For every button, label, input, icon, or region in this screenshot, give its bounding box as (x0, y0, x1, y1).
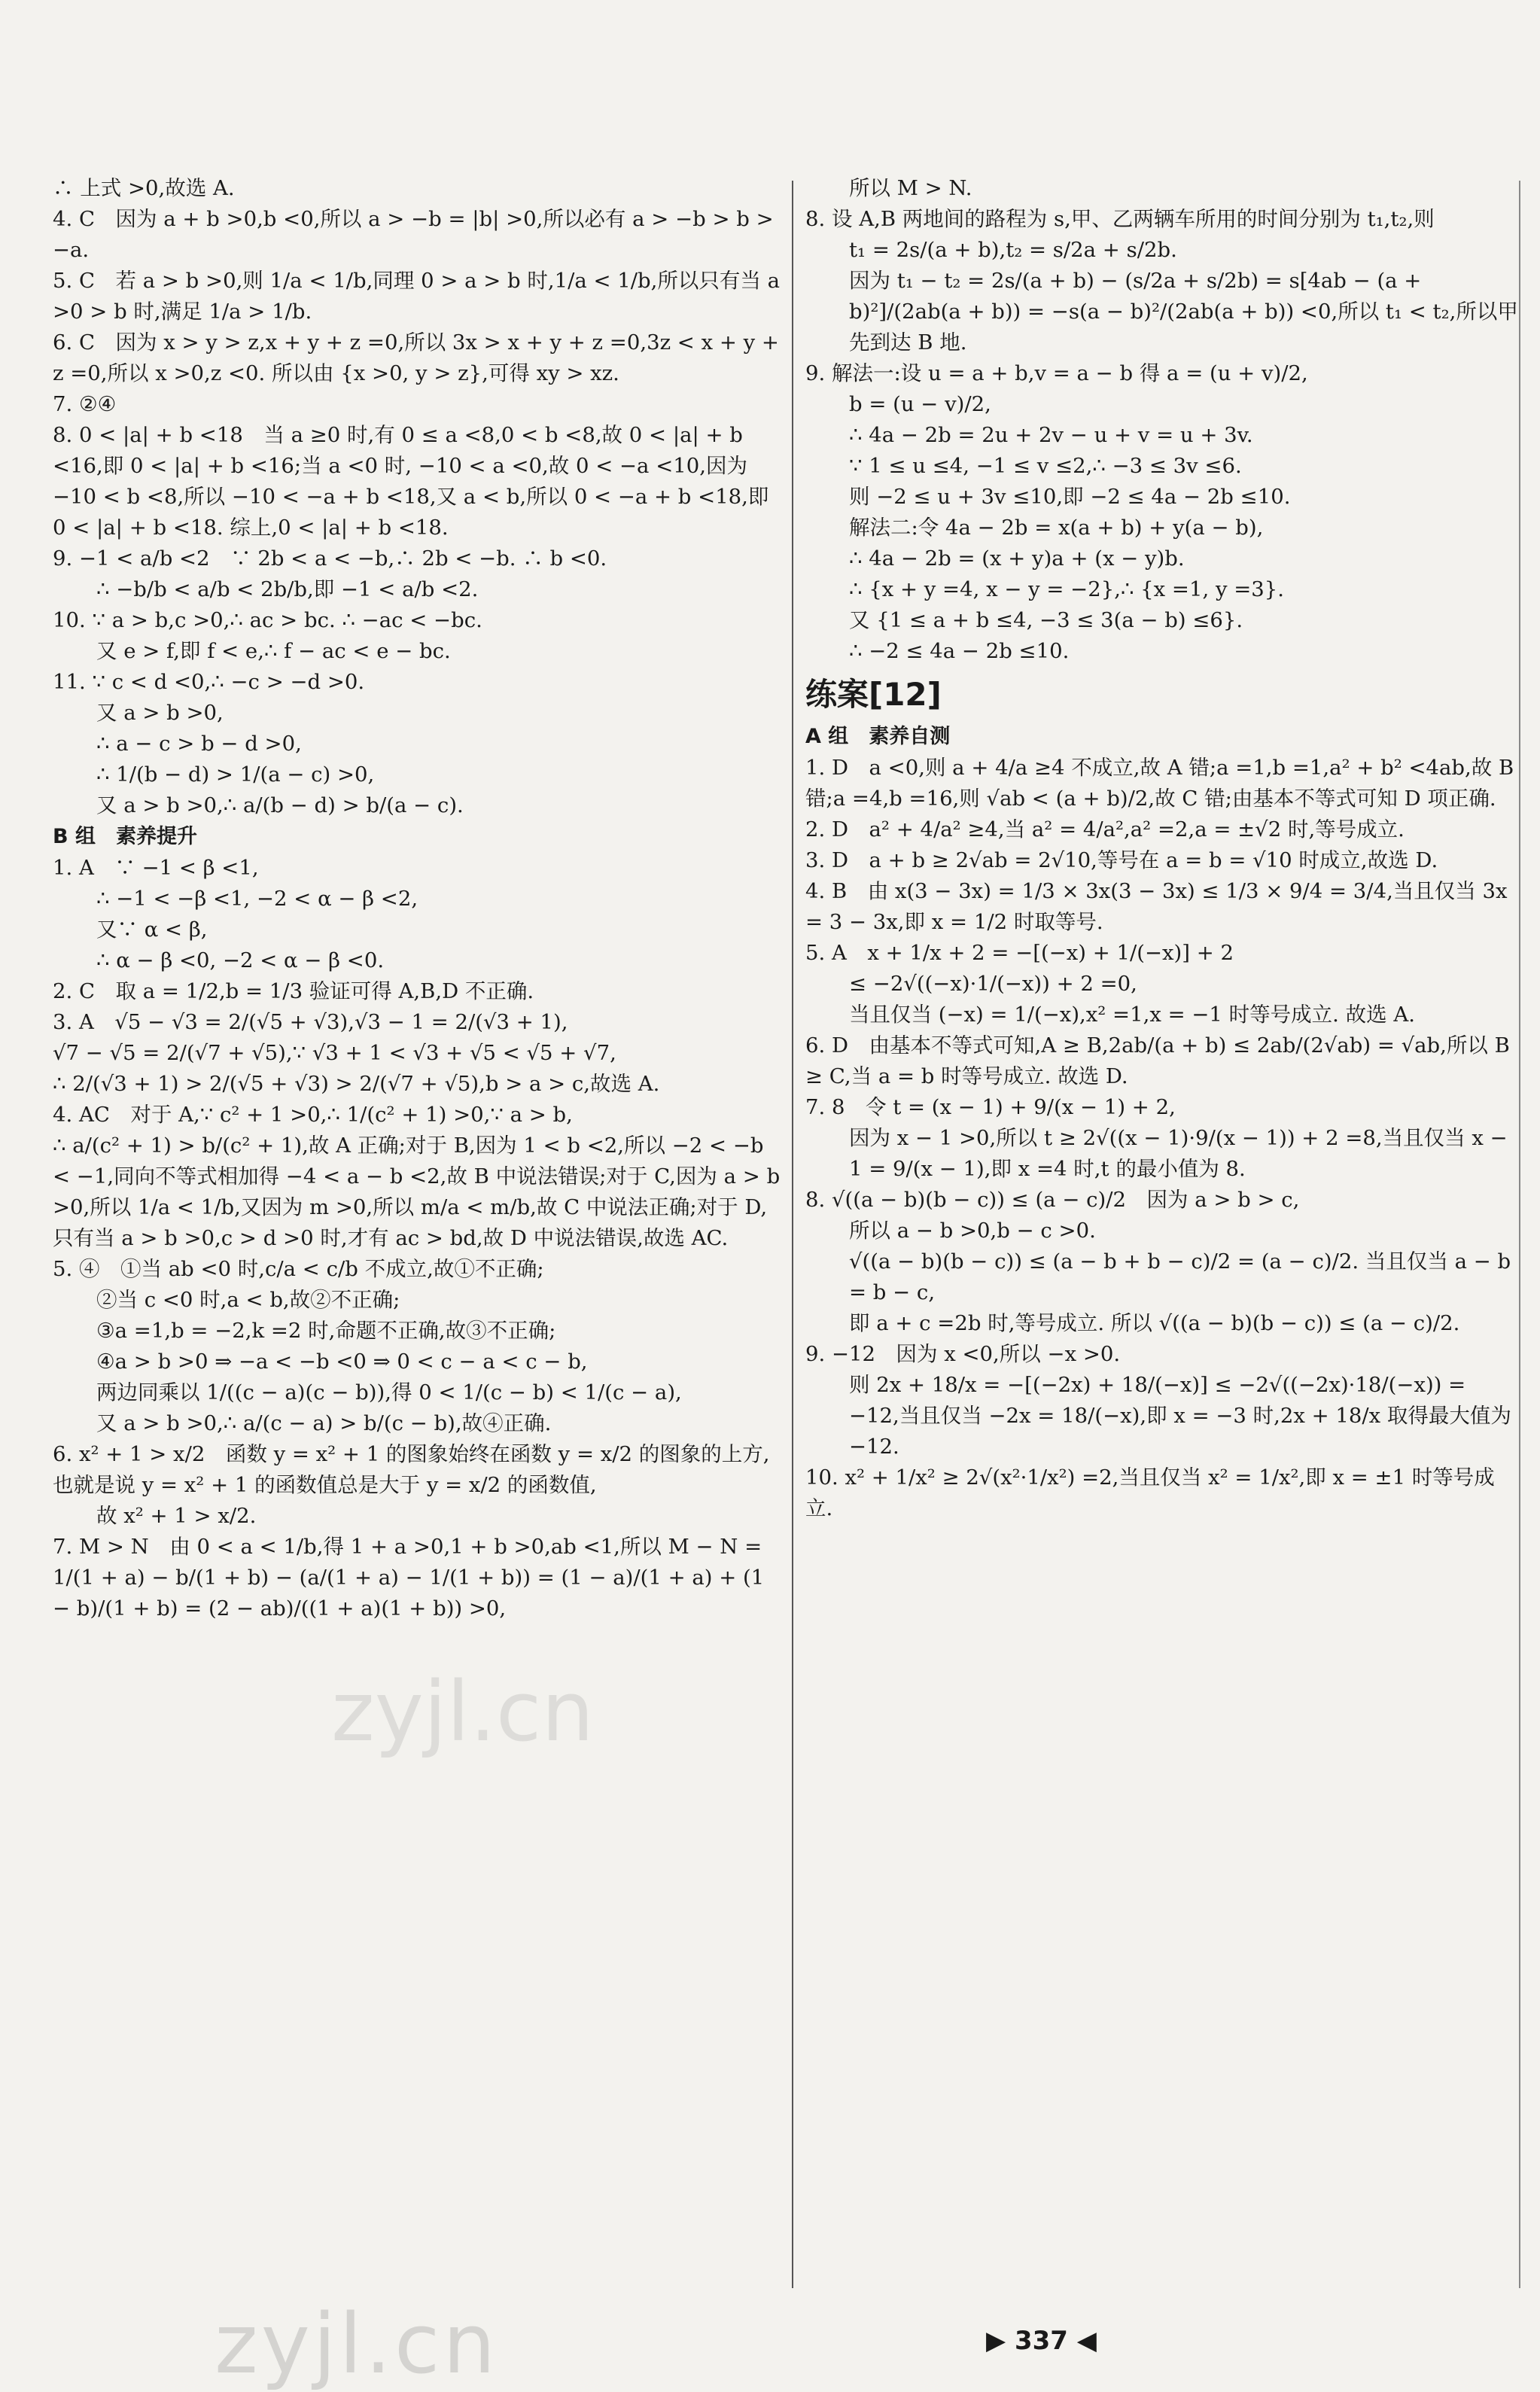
section-title: 练案[12] (805, 676, 942, 713)
answer-a4: 4. B 由 x(3 − 3x) = 1/3 × 3x(3 − 3x) ≤ 1/3 × 9/4 = 3/4,当且仅当 3x = 3 − 3x,即 x = 1/2 时取等号. (805, 879, 1514, 934)
answer-b6: 6. x² + 1 > x/2 函数 y = x² + 1 的图象始终在函数 y = x/2 的图象的上方,也就是说 y = x² + 1 的函数值总是大于 y = x/2 的函数值, (53, 1442, 770, 1497)
answer-line: 所以 a − b >0,b − c >0. (849, 1219, 1096, 1243)
answer-b7: 7. M > N 由 0 < a < 1/b,得 1 + a >0,1 + b >0,ab <1,所以 M − N = 1/(1 + a) − b/(1 + b) − (a/(1 + a) − 1/(1 + b)) = (1 − a)/(1 + a) + (1 − b)/(1 + b) = (2 − ab)/((1 + a)(1 + b)) >0, (53, 1535, 772, 1621)
answer-line: 则 −2 ≤ u + 3v ≤10,即 −2 ≤ 4a − 2b ≤10. (849, 485, 1291, 509)
answer-line: ∵ 1 ≤ u ≤4, −1 ≤ v ≤2,∴ −3 ≤ 3v ≤6. (849, 454, 1242, 478)
answer-line: ②当 c <0 时,a < b,故②不正确; (96, 1288, 400, 1312)
answer-line: 又 a > b >0,∴ a/(b − d) > b/(a − c). (96, 793, 464, 817)
page-number: ▶ 337 ◀ (986, 2326, 1097, 2356)
answer-a6: 6. D 由基本不等式可知,A ≥ B,2ab/(a + b) ≤ 2ab/(2√ab) = √ab,所以 B ≥ C,当 a = b 时等号成立. 故选 D. (805, 1033, 1517, 1088)
answer-line: ④a > b >0 ⇒ −a < −b <0 ⇒ 0 < c − a < c − b, (96, 1350, 588, 1374)
answer-b5: 5. ④ ①当 ab <0 时,c/a < c/b 不成立,故①不正确; (53, 1257, 544, 1281)
answer-line: ③a =1,b = −2,k =2 时,命题不正确,故③不正确; (96, 1319, 556, 1343)
answer-b3: 3. A √5 − √3 = 2/(√5 + √3),√3 − 1 = 2/(√3 + 1), (53, 1010, 568, 1034)
answer-line: 又 a > b >0, (96, 701, 224, 725)
answer-a5: 5. A x + 1/x + 2 = −[(−x) + 1/(−x)] + 2 (805, 941, 1234, 965)
answer-line: ∴ 4a − 2b = 2u + 2v − u + v = u + 3v. (849, 423, 1253, 447)
watermark-bottom: zyjl.cn (215, 2296, 499, 2392)
answer-11: 11. ∵ c < d <0,∴ −c > −d >0. (53, 670, 365, 694)
answer-line: t₁ = 2s/(a + b),t₂ = s/2a + s/2b. (849, 238, 1177, 262)
answer-line: ∴ 2/(√3 + 1) > 2/(√5 + √3) > 2/(√7 + √5),b > a > c,故选 A. (53, 1072, 660, 1096)
answer-line: ∴ 1/(b − d) > 1/(a − c) >0, (96, 762, 375, 787)
answer-8: 8. 0 < |a| + b <18 当 a ≥0 时,有 0 ≤ a <8,0 < b <8,故 0 < |a| + b <16,即 0 < |a| + b <16;当 a <0 时, −10 < a <0,故 0 < −a <10,因为 −10 < b <8,所以 −10 < −a + b <18,又 a < b,所以 0 < −a + b <18,即 0 < |a| + b <18. 综上,0 < |a| + b <18. (53, 423, 776, 540)
answer-line: 因为 x − 1 >0,所以 t ≥ 2√((x − 1)·9/(x − 1)) + 2 =8,当且仅当 x − 1 = 9/(x − 1),即 x =4 时,t 的最小值为 8. (849, 1126, 1514, 1181)
answer-line: ∴ a/(c² + 1) > b/(c² + 1),故 A 正确;对于 B,因为 1 < b <2,所以 −2 < −b < −1,同向不等式相加得 −4 < a − b <2,故 B 中说法错误;对于 C,因为 a > b >0,所以 1/a < 1/b,又因为 m >0,所以 m/a < m/b,故 C 中说法正确;对于 D,只有当 a > b >0,c > d >0 时,才有 ac > bd,故 D 中说法错误,故选 AC. (53, 1134, 787, 1250)
answer-line: 解法二:令 4a − 2b = x(a + b) + y(a − b), (849, 516, 1264, 540)
answer-line: b = (u − v)/2, (849, 392, 991, 416)
answer-6: 6. C 因为 x > y > z,x + y + z =0,所以 3x > x + y + z =0,3z < x + y + z =0,所以 x >0,z <0. 所以由 {x >0, y > z},可得 xy > xz. (53, 330, 786, 385)
answer-a1: 1. D a <0,则 a + 4/a ≥4 不成立,故 A 错;a =1,b =1,a² + b² <4ab,故 B 错;a =4,b =16,则 √ab < (a + b)/2,故 C 错;由基本不等式可知 D 项正确. (805, 756, 1520, 811)
watermark-mid: zyjl.cn (331, 1663, 595, 1760)
answer-b9: 9. 解法一:设 u = a + b,v = a − b 得 a = (u + v)/2, (805, 361, 1308, 385)
answer-line: 又 a > b >0,∴ a/(c − a) > b/(c − b),故④正确. (96, 1411, 552, 1435)
answer-line: √((a − b)(b − c)) ≤ (a − b + b − c)/2 = (a − c)/2. 当且仅当 a − b = b − c, (849, 1249, 1517, 1304)
answer-9: 9. −1 < a/b <2 ∵ 2b < a < −b,∴ 2b < −b. ∴ b <0. (53, 546, 607, 571)
answer-line: 则 2x + 18/x = −[(−2x) + 18/(−x)] ≤ −2√((−2x)·18/(−x)) = −12,当且仅当 −2x = 18/(−x),即 x = −3 时,2x + 18/x 取得最大值为 −12. (849, 1373, 1518, 1459)
right-column (805, 173, 1520, 1524)
answer-a2: 2. D a² + 4/a² ≥4,当 a² = 4/a²,a² =2,a = ±√2 时,等号成立. (805, 817, 1405, 841)
answer-a9: 9. −12 因为 x <0,所以 −x >0. (805, 1342, 1121, 1366)
answer-line: 故 x² + 1 > x/2. (96, 1504, 257, 1528)
answer-line: ∴ {x + y =4, x − y = −2},∴ {x =1, y =3}. (849, 577, 1284, 601)
answer-line: 又 {1 ≤ a + b ≤4, −3 ≤ 3(a − b) ≤6}. (849, 608, 1243, 632)
answer-line: 又 e > f,即 f < e,∴ f − ac < e − bc. (96, 639, 451, 663)
answer-5: 5. C 若 a > b >0,则 1/a < 1/b,同理 0 > a > b 时,1/a < 1/b,所以只有当 a >0 > b 时,满足 1/a > 1/b. (53, 269, 787, 324)
group-a-title: A 组 素养自测 (805, 725, 951, 748)
answer-line: 又∵ α < β, (96, 918, 208, 942)
answer-line: ∴ a − c > b − d >0, (96, 732, 302, 756)
answer-b4: 4. AC 对于 A,∵ c² + 1 >0,∴ 1/(c² + 1) >0,∵ a > b, (53, 1103, 573, 1127)
answer-line: ∴ 4a − 2b = (x + y)a + (x − y)b. (849, 546, 1185, 571)
answer-line: 因为 t₁ − t₂ = 2s/(a + b) − (s/2a + s/2b) = s[4ab − (a + b)²]/(2ab(a + b)) = −s(a − b)²/(2ab(a + b)) <0,所以 t₁ < t₂,所以甲先到达 B 地. (849, 269, 1518, 355)
column-divider (792, 181, 793, 2288)
left-column (53, 173, 787, 1624)
answer-4: 4. C 因为 a + b >0,b <0,所以 a > −b = |b| >0,所以必有 a > −b > b > −a. (53, 207, 781, 262)
answer-10: 10. ∵ a > b,c >0,∴ ac > bc. ∴ −ac < −bc. (53, 608, 482, 632)
answer-line: ∴ 上式 >0,故选 A. (53, 176, 235, 200)
answer-line: ∴ −2 ≤ 4a − 2b ≤10. (849, 639, 1070, 663)
answer-line: ∴ −1 < −β <1, −2 < α − β <2, (96, 887, 418, 911)
answer-line: √7 − √5 = 2/(√7 + √5),∵ √3 + 1 < √3 + √5 < √5 + √7, (53, 1041, 616, 1065)
answer-line: ≤ −2√((−x)·1/(−x)) + 2 =0, (849, 972, 1137, 996)
answer-line: 即 a + c =2b 时,等号成立. 所以 √((a − b)(b − c)) ≤ (a − c)/2. (849, 1311, 1460, 1335)
answer-line: 两边同乘以 1/((c − a)(c − b)),得 0 < 1/(c − b) < 1/(c − a), (96, 1380, 682, 1404)
group-b-title: B 组 素养提升 (53, 825, 197, 848)
answer-b2: 2. C 取 a = 1/2,b = 1/3 验证可得 A,B,D 不正确. (53, 979, 534, 1003)
answer-7: 7. ②④ (53, 392, 117, 416)
answer-b1: 1. A ∵ −1 < β <1, (53, 856, 259, 880)
answer-a3: 3. D a + b ≥ 2√ab = 2√10,等号在 a = b = √10 时成立,故选 D. (805, 848, 1438, 872)
answer-b8: 8. 设 A,B 两地间的路程为 s,甲、乙两辆车所用的时间分别为 t₁,t₂,则 (805, 207, 1435, 231)
answer-line: 当且仅当 (−x) = 1/(−x),x² =1,x = −1 时等号成立. 故选 A. (849, 1003, 1415, 1027)
answer-a10: 10. x² + 1/x² ≥ 2√(x²·1/x²) =2,当且仅当 x² = 1/x²,即 x = ±1 时等号成立. (805, 1465, 1495, 1520)
answer-line: 所以 M > N. (849, 176, 972, 200)
answer-a8: 8. √((a − b)(b − c)) ≤ (a − c)/2 因为 a > b > c, (805, 1188, 1300, 1212)
answer-a7: 7. 8 令 t = (x − 1) + 9/(x − 1) + 2, (805, 1095, 1176, 1119)
answer-line: ∴ α − β <0, −2 < α − β <0. (96, 948, 385, 972)
answer-line: ∴ −b/b < a/b < 2b/b,即 −1 < a/b <2. (96, 577, 479, 601)
